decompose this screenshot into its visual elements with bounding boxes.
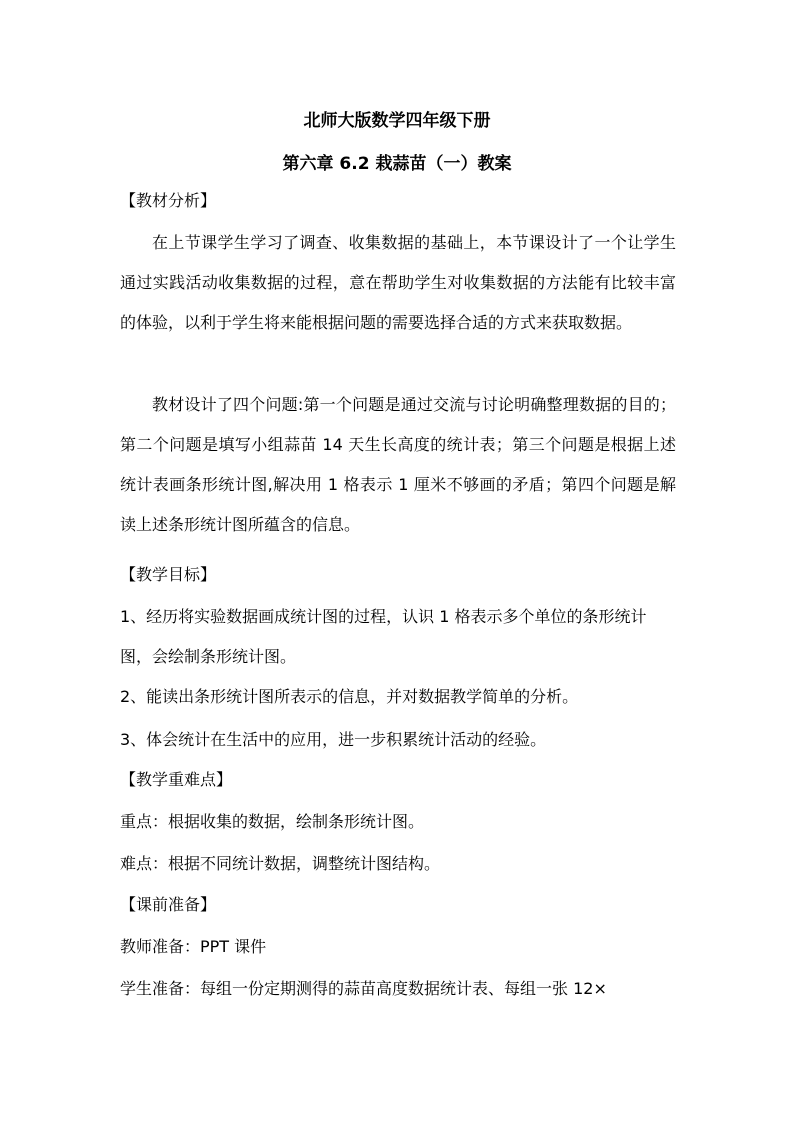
- difficult-point: 难点：根据不同统计数据，调整统计图结构。: [120, 854, 441, 873]
- analysis-paragraph-1: 在上节课学生学习了调查、收集数据的基础上，本节课设计了一个让学生通过实践活动收集数据的过程，意在帮助学生对收集数据的方法能有比较丰富的体验，以利于学生将来能根据问题的需要选择合适的方式来获取数据。: [120, 233, 676, 332]
- document-subtitle: 第六章 6.2 栽蒜苗（一）教案: [282, 154, 512, 174]
- goal-item-3: 3、体会统计在生活中的应用，进一步积累统计活动的经验。: [120, 730, 547, 749]
- goal-item-2: 2、能读出条形统计图所表示的信息，并对数据教学简单的分析。: [120, 687, 579, 706]
- key-point: 重点：根据收集的数据，绘制条形统计图。: [120, 812, 425, 831]
- teacher-preparation: 教师准备：PPT 课件: [120, 937, 267, 956]
- analysis-paragraph-2: 教材设计了四个问题:第一个问题是通过交流与讨论明确整理数据的目的；第二个问题是填写小组蒜苗 14 天生长高度的统计表；第三个问题是根据上述统计表画条形统计图,解决用 1 格表示 1 厘米不够画的矛盾；第四个问题是解读上述条形统计图所蕴含的信息。: [120, 395, 676, 534]
- section-heading-goals: 【教学目标】: [120, 565, 217, 584]
- section-heading-analysis: 【教材分析】: [120, 191, 217, 210]
- section-heading-preparation: 【课前准备】: [120, 895, 217, 914]
- document-title: 北师大版数学四年级下册: [303, 111, 491, 131]
- goal-item-1: 1、经历将实验数据画成统计图的过程，认识 1 格表示多个单位的条形统计图，会绘制条形统计图。: [120, 607, 647, 666]
- section-heading-key-points: 【教学重难点】: [120, 770, 233, 789]
- student-preparation: 学生准备：每组一份定期测得的蒜苗高度数据统计表、每组一张 12×: [120, 979, 607, 998]
